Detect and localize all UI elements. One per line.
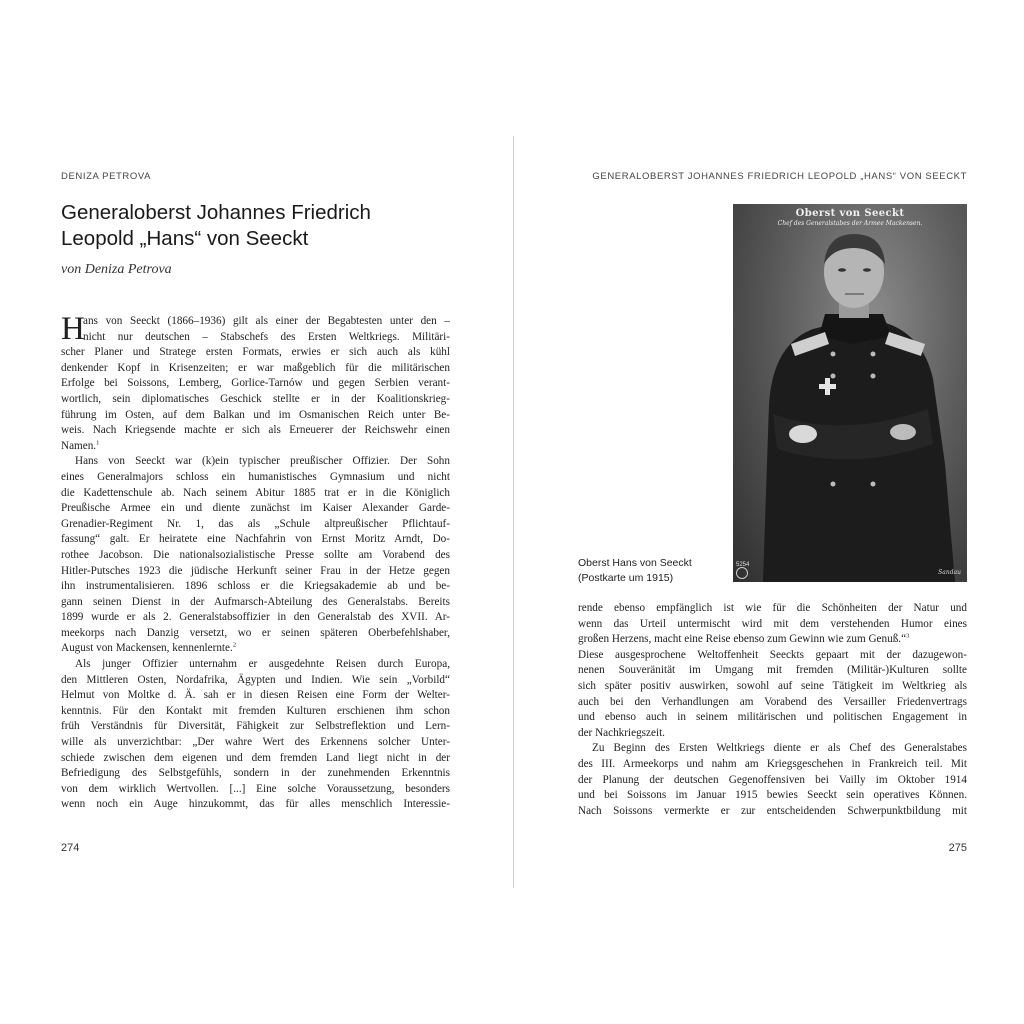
left-body-text — [61, 311, 450, 813]
text-line: Diese ausgesprochene Weltoffenheit Seeckts gepaart mit der dazugewon- — [578, 648, 967, 661]
text-line: weis. Nach Kriegsende machte er sich als Erneuerer der Reichswehr einen — [61, 424, 450, 437]
caption-line-1: Oberst Hans von Seeckt — [578, 557, 692, 569]
text-line: und bei Soissons im Januar 1915 bewies Seeckt sein operatives Können. — [578, 789, 967, 802]
photo-inscription-title: Oberst von Seeckt — [795, 208, 905, 219]
text-line: früh Verständnis für Diversität, Fähigkeit zur Selbstreflektion und Lern- — [61, 720, 450, 733]
text-line: und ebenso auch in seinem militärischen und politischen Engagement in — [578, 711, 967, 724]
text-line: führung im Osten, auf dem Balkan und im Osmanischen Reich unter Be- — [61, 408, 450, 421]
text-line: eines Generalmajors schloss ein humanistisches Gymnasium und nicht — [61, 470, 450, 483]
text-line — [578, 632, 967, 648]
caption-line-2: (Postkarte um 1915) — [578, 572, 674, 584]
text-line: denkender Kopf in Krisenzeiten; er war maßgeblich für die militärischen — [61, 361, 450, 374]
text-line-content: Namen. — [61, 439, 97, 452]
article-title — [61, 200, 450, 252]
text-line-content: August von Mackensen, kennenlernte. — [61, 642, 233, 655]
text-line-content: großen Herzens, macht eine Reise ebenso zum Gewinn wie zum Genuß.“ — [578, 633, 907, 646]
photo-inscription-subtitle: Chef des Generalstabes der Armee Mackensen. — [777, 220, 923, 227]
publisher-mark-icon — [736, 567, 748, 579]
text-line: den Mittleren Osten, Nordafrika, Ägypten und Indien. Wie sein „Vorbild“ — [61, 673, 450, 686]
text-line: die Kadettenschule ab. Nach seinem Abitur 1885 trat er in die Königlich — [61, 486, 450, 499]
running-head-left: DENIZA PETROVA — [61, 171, 152, 182]
text-line: ihn instrumentalisieren. 1896 schloss er die Kriegsakademie ab und be- — [61, 580, 450, 593]
text-line: sich später positiv auswirken, sowohl auf seine Tätigkeit im Weltkrieg als — [578, 679, 967, 692]
page-number-left: 274 — [61, 842, 80, 854]
text-line: des III. Armeekorps und nahm am Kriegsgeschehen in Frankreich teil. Mit — [578, 757, 967, 770]
running-head-right: GENERALOBERST JOHANNES FRIEDRICH LEOPOLD „HANS“ VON SEECKT — [592, 171, 967, 182]
portrait-photo — [733, 204, 967, 582]
photo-caption — [578, 556, 692, 586]
text-line: 1899 wurde er als 2. Generalstabsoffizier in den Generalstab des XVII. Ar- — [61, 611, 450, 624]
text-line: fassung“ galt. Er heiratete eine Nachfahrin von Ernst Moritz Arndt, Do- — [61, 533, 450, 546]
footnote-marker: 3 — [906, 632, 910, 640]
text-line: nicht nur deutschen – Stabschefs des Ersten Weltkriegs. Militäri- — [83, 330, 450, 343]
title-line-1: Generaloberst Johannes Friedrich — [61, 201, 371, 224]
photo-number: 5254 — [736, 562, 750, 568]
text-line: gann seinen Dienst in der Aufmarsch-Abteilung des Generalstabs. Bereits — [61, 595, 450, 608]
text-line: wortlich, sein diplomatisches Geschick stellte er in der Koalitionskrieg- — [61, 392, 450, 405]
title-line-2: Leopold „Hans“ von Seeckt — [61, 227, 309, 250]
byline: von Deniza Petrova — [61, 262, 172, 277]
text-line: nenen Souveränität im Umgang mit fremden (Militär-)Kulturen sollte — [578, 664, 967, 677]
text-line: Hans von Seeckt war (k)ein typischer preußischer Offizier. Der Sohn — [75, 455, 450, 468]
text-line: Hitler-Putsches 1923 die jüdische Herkunft seiner Frau in der Hetze gegen — [61, 564, 450, 577]
text-line: Nach Soissons vermerkte er zur entscheidenden Schwerpunktbildung mit — [578, 804, 967, 817]
text-line: der Planung der deutschen Gegenoffensiven bei Vailly im Oktober 1914 — [578, 773, 967, 786]
text-line: meekorps nach Danzig versetzt, wo er seinen späteren Oberbefehlshaber, — [61, 626, 450, 639]
text-line: schiede zwischen dem eigenen und dem fremden Land liegt nicht in der — [61, 751, 450, 764]
portrait-figure-icon — [733, 204, 967, 582]
text-line: wenn noch ein Auge hinzukommt, das für alles menschlich Interessie- — [61, 798, 450, 811]
text-line: Grenadier-Regiment Nr. 1, das als „Schule altpreußischer Pflichtauf- — [61, 517, 450, 530]
right-body-text — [578, 601, 967, 819]
footnote-marker: 1 — [96, 439, 100, 447]
gutter-divider — [513, 136, 514, 888]
text-line: ans von Seeckt (1866–1936) gilt als einer der Begabtesten unter den – — [83, 315, 450, 327]
text-line: Preußische Armee ein und diente zunächst im Kaiser Alexander Garde- — [61, 502, 450, 515]
text-line: der Nachkriegszeit. — [578, 726, 665, 739]
text-line: Erfolge bei Soissons, Lemberg, Gorlice-Tarnów und gegen Serbien verant- — [61, 377, 450, 390]
text-line: Helmut von Moltke d. Ä. sah er in diesen Reisen eine Form der Welter- — [61, 689, 450, 702]
text-line: von dem wirklich Wertvollen. [...] Eine solche Voraussetzung, besonders — [61, 782, 450, 795]
text-line: Befriedigung des Selbstgefühls, sondern in der zunehmenden Erkenntnis — [61, 767, 450, 780]
text-line: kenntnis. Für den Kontakt mit fremden Kulturen erschienen ihm schon — [61, 704, 450, 717]
footnote-marker: 2 — [232, 641, 237, 649]
drop-cap: H — [61, 311, 85, 347]
text-line: rothee Jacobson. Die nationalsozialistische Presse sollte am Vorabend des — [61, 548, 450, 561]
text-line: auch bei den Verhandlungen am Vorabend des Versailler Friedenvertrags — [578, 695, 967, 708]
text-line: rende ebenso empfänglich ist wie für die Schönheiten der Natur und — [578, 602, 967, 614]
text-line: Zu Beginn des Ersten Weltkriegs diente er als Chef des Generalstabes — [592, 742, 967, 755]
text-line — [61, 439, 450, 455]
page-number-right: 275 — [948, 842, 967, 854]
text-line: wille als unverzichtbar: „Der wahre Wert des Erkennens solcher Unter- — [61, 736, 450, 749]
text-line — [61, 641, 450, 657]
photographer-signature: Sandau — [938, 569, 961, 576]
photo-inscription — [733, 208, 967, 227]
text-line: scher Planer und Stratege ersten Formats, erwies er sich auch als kühl — [61, 346, 450, 359]
text-line: wenn das Urteil untermischt wird mit dem verstehenden Humor eines — [578, 617, 967, 630]
text-line: Als junger Offizier unternahm er ausgedehnte Reisen durch Europa, — [75, 658, 450, 671]
